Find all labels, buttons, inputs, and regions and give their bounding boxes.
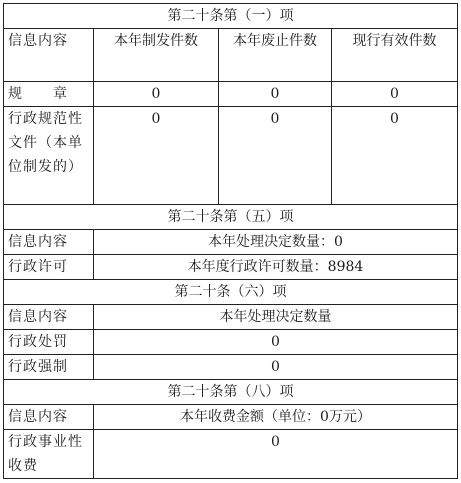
- section-8-row-fees: [4, 430, 458, 479]
- license-value: 本年度行政许可数量：8984: [94, 255, 458, 280]
- section-5-header-info: 信息内容: [4, 230, 94, 255]
- section-5-row-license: [4, 255, 458, 280]
- section-8-header-info: 信息内容: [4, 405, 94, 430]
- normative-docs-label: 行政规范性文件（本单位制发的）: [4, 107, 94, 205]
- section-6-title-row: [4, 280, 458, 305]
- license-label: 行政许可: [4, 255, 94, 280]
- section-6-header-info: 信息内容: [4, 305, 94, 330]
- regulations-abolished: 0: [219, 82, 332, 107]
- section-5-title: 第二十条第（五）项: [4, 205, 458, 230]
- section-6-title: 第二十条（六）项: [4, 280, 458, 305]
- section-6-row-penalty: [4, 330, 458, 355]
- section-1-row-normative-docs: [4, 107, 458, 205]
- section-5-header-row: [4, 230, 458, 255]
- regulations-label: 规 章: [4, 82, 94, 107]
- section-1-header-abolished: 本年废止件数: [219, 29, 332, 82]
- penalty-value: 0: [94, 330, 458, 355]
- normative-docs-valid: 0: [332, 107, 458, 205]
- section-1-row-regulations: [4, 82, 458, 107]
- section-1-title: 第二十条第（一）项: [4, 4, 458, 29]
- normative-docs-made: 0: [94, 107, 219, 205]
- section-6-header-value: 本年处理决定数量: [94, 305, 458, 330]
- section-8-header-value: 本年收费金额（单位：0万元）: [94, 405, 458, 430]
- section-5-title-row: [4, 205, 458, 230]
- section-6-header-row: [4, 305, 458, 330]
- section-1-header-made: 本年制发件数: [94, 29, 219, 82]
- regulations-made: 0: [94, 82, 219, 107]
- penalty-label: 行政处罚: [4, 330, 94, 355]
- section-8-title: 第二十条第（八）项: [4, 380, 458, 405]
- regulations-valid: 0: [332, 82, 458, 107]
- enforcement-value: 0: [94, 355, 458, 380]
- fees-label: 行政事业性收费: [4, 430, 94, 479]
- disclosure-table: [3, 3, 458, 479]
- section-8-header-row: [4, 405, 458, 430]
- section-5-header-value: 本年处理决定数量：0: [94, 230, 458, 255]
- fees-value: 0: [94, 430, 458, 479]
- normative-docs-abolished: 0: [219, 107, 332, 205]
- section-6-row-enforcement: [4, 355, 458, 380]
- section-8-title-row: [4, 380, 458, 405]
- section-1-header-info: 信息内容: [4, 29, 94, 82]
- enforcement-label: 行政强制: [4, 355, 94, 380]
- section-1-header-valid: 现行有效件数: [332, 29, 458, 82]
- section-1-header-row: [4, 29, 458, 82]
- section-1-title-row: [4, 4, 458, 29]
